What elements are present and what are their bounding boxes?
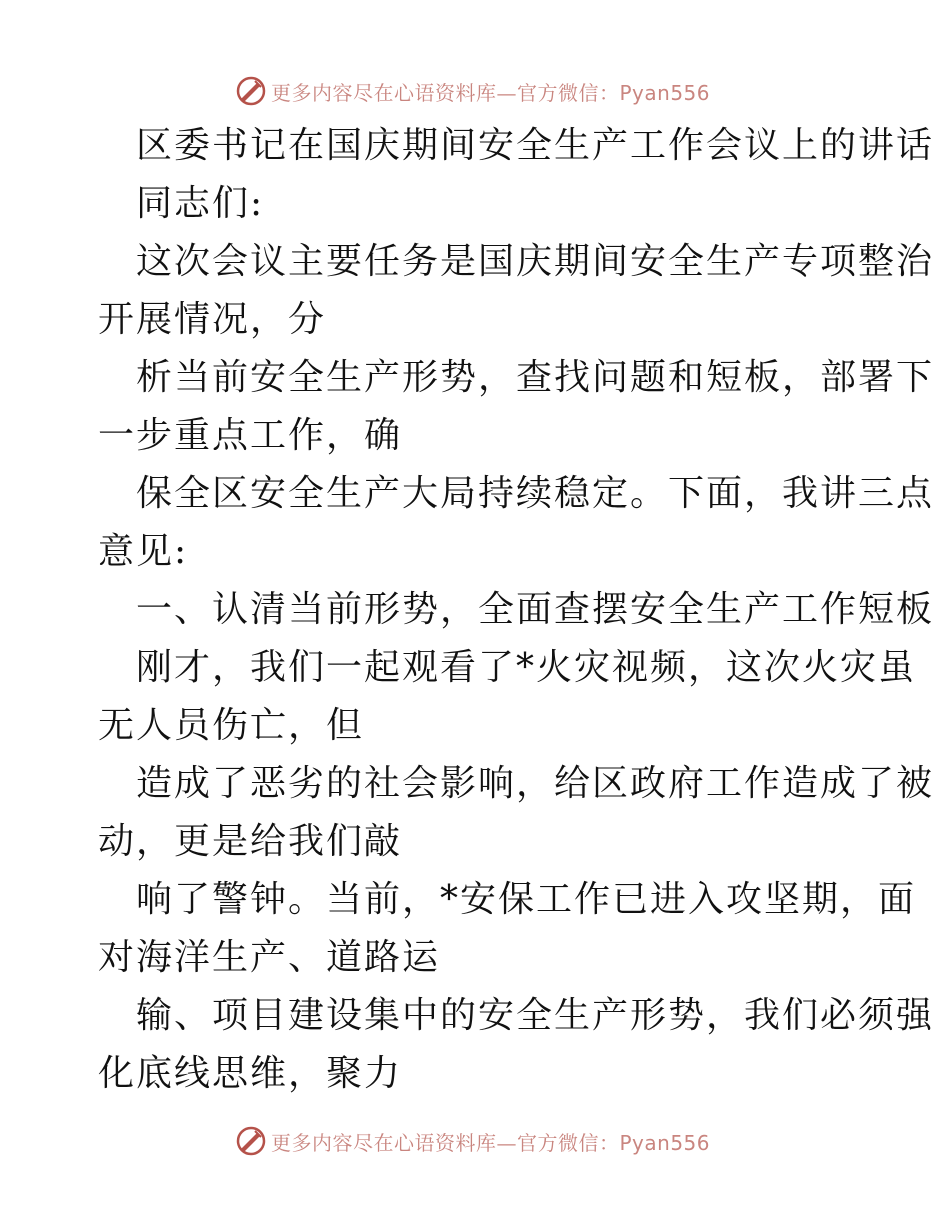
quill-seal-icon bbox=[235, 75, 267, 107]
text-line: 化底线思维，聚力 bbox=[98, 1053, 403, 1094]
text-line: 一步重点工作，确 bbox=[98, 415, 403, 456]
text-line: 响了警钟。当前，*安保工作已进入攻坚期，面 bbox=[136, 879, 917, 920]
text-line: 析当前安全生产形势，查找问题和短板，部署下 bbox=[136, 357, 935, 398]
text-line: 意见: bbox=[98, 531, 189, 572]
text-line: 对海洋生产、道路运 bbox=[98, 937, 441, 978]
text-line: 一、认清当前形势，全面查摆安全生产工作短板 bbox=[136, 589, 935, 630]
text-line: 无人员伤亡，但 bbox=[98, 705, 365, 746]
text-line: 动，更是给我们敲 bbox=[98, 821, 403, 862]
quill-seal-icon bbox=[235, 1125, 267, 1157]
text-line: 同志们: bbox=[136, 183, 265, 224]
text-line: 输、项目建设集中的安全生产形势，我们必须强 bbox=[136, 995, 935, 1036]
watermark-text: 更多内容尽在心语资料库—官方微信：Pyan556 bbox=[271, 1130, 711, 1155]
text-line: 刚才，我们一起观看了*火灾视频，这次火灾虽 bbox=[136, 647, 917, 688]
footer-watermark bbox=[235, 1121, 710, 1161]
document-title: 区委书记在国庆期间安全生产工作会议上的讲话 bbox=[136, 125, 935, 166]
text-line: 造成了恶劣的社会影响，给区政府工作造成了被 bbox=[136, 763, 935, 804]
text-line: 开展情况，分 bbox=[98, 299, 327, 340]
text-line: 这次会议主要任务是国庆期间安全生产专项整治 bbox=[136, 241, 935, 282]
watermark-text: 更多内容尽在心语资料库—官方微信：Pyan556 bbox=[271, 80, 711, 105]
header-watermark bbox=[235, 71, 710, 111]
text-line: 保全区安全生产大局持续稳定。下面，我讲三点 bbox=[136, 473, 935, 514]
document-body bbox=[98, 117, 935, 1103]
